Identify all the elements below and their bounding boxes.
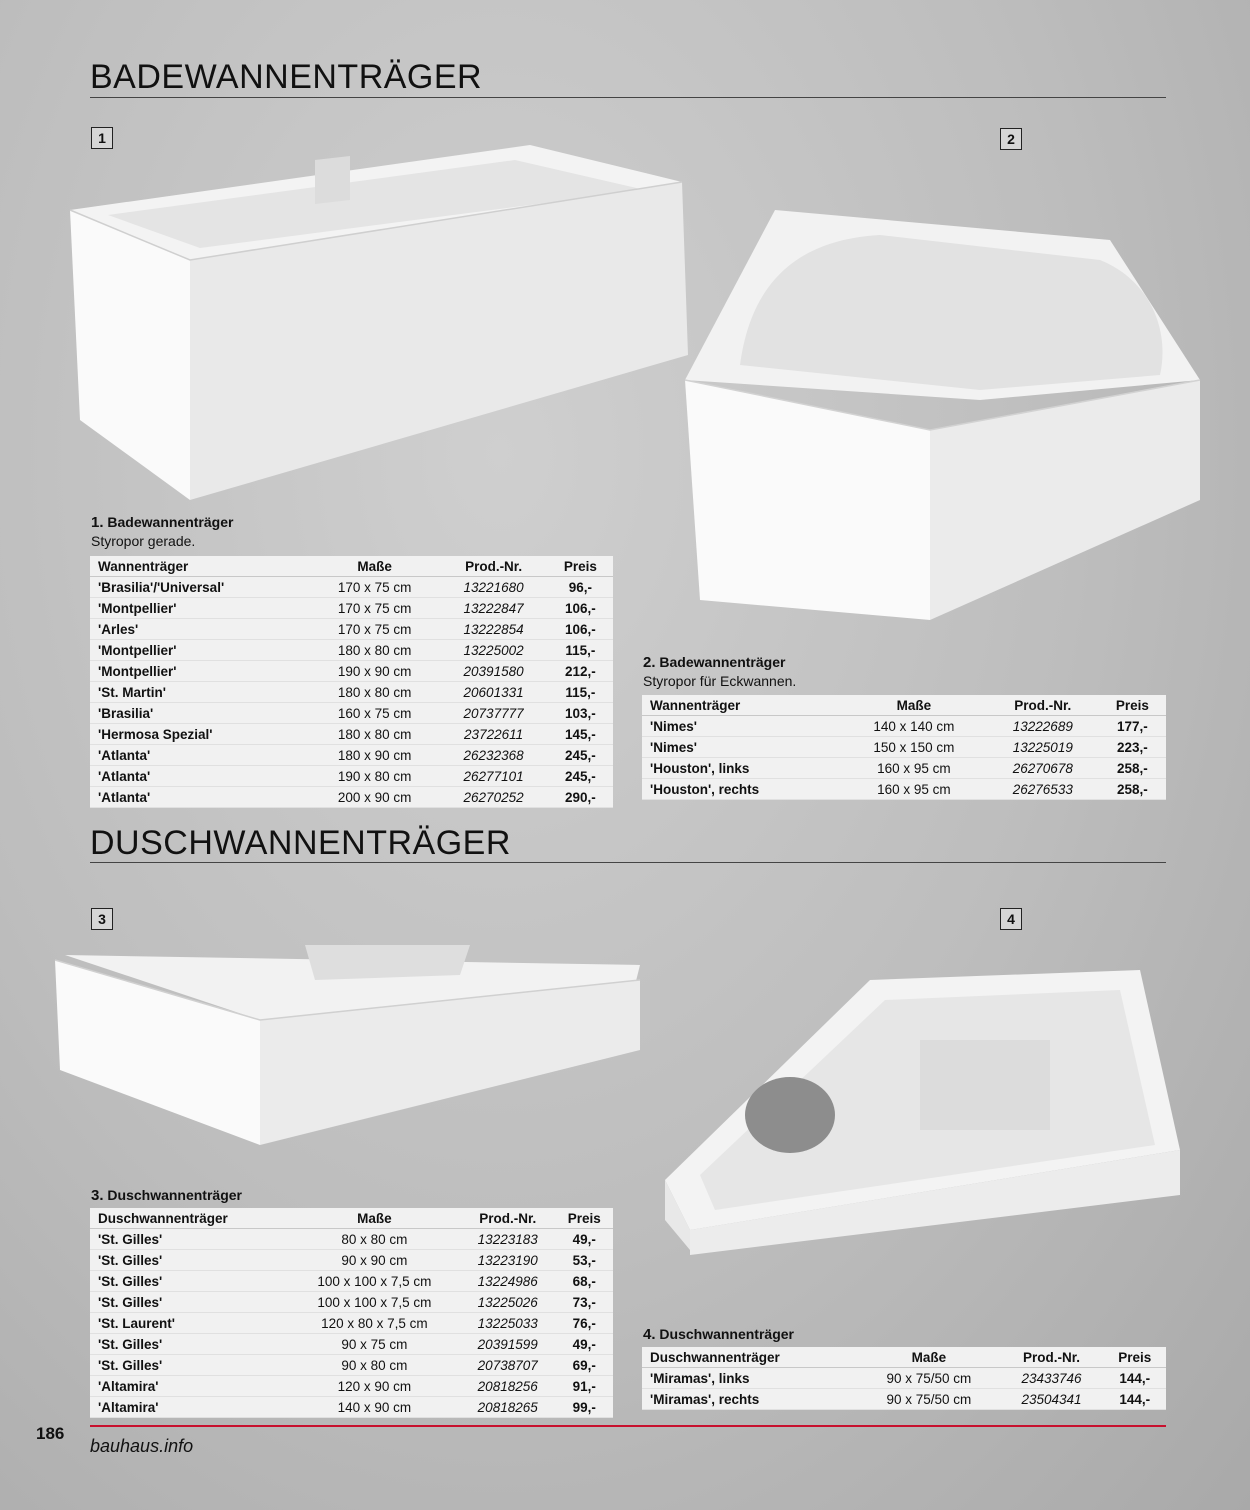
column-header: Prod.-Nr.	[460, 1208, 555, 1229]
column-header: Preis	[548, 556, 613, 577]
product-1-spec-table	[90, 556, 613, 808]
product-number-cell: 26276533	[987, 779, 1099, 800]
table-row	[642, 758, 1166, 779]
dimensions-cell: 150 x 150 cm	[841, 737, 987, 758]
price-cell: 145,-	[548, 724, 613, 745]
product-number-cell: 20737777	[439, 703, 547, 724]
price-cell: 49,-	[555, 1229, 613, 1250]
price-cell: 99,-	[555, 1397, 613, 1418]
price-cell: 223,-	[1099, 737, 1166, 758]
section-title-bathtub-supports: BADEWANNENTRÄGER	[90, 58, 483, 96]
table-row	[90, 766, 613, 787]
product-number-cell: 13223190	[460, 1250, 555, 1271]
product-model-cell: 'Nimes'	[642, 737, 841, 758]
dimensions-cell: 90 x 75/50 cm	[858, 1389, 999, 1410]
table-row	[90, 724, 613, 745]
product-model-cell: 'Atlanta'	[90, 745, 310, 766]
product-model-cell: 'St. Martin'	[90, 682, 310, 703]
product-number-cell: 13225026	[460, 1292, 555, 1313]
product-number-cell: 13222854	[439, 619, 547, 640]
table-row	[90, 1271, 613, 1292]
dimensions-cell: 200 x 90 cm	[310, 787, 440, 808]
table-row	[90, 598, 613, 619]
product-2-spec-table	[642, 695, 1166, 800]
column-header: Prod.-Nr.	[1000, 1347, 1104, 1368]
dimensions-cell: 140 x 140 cm	[841, 716, 987, 737]
product-description: Styropor für Eckwannen.	[643, 673, 797, 689]
product-model-cell: 'Montpellier'	[90, 661, 310, 682]
table-row	[90, 1355, 613, 1376]
product-model-cell: 'Hermosa Spezial'	[90, 724, 310, 745]
dimensions-cell: 170 x 75 cm	[310, 577, 440, 598]
product-number-cell: 13225033	[460, 1313, 555, 1334]
table-row	[642, 1368, 1166, 1389]
dimensions-cell: 170 x 75 cm	[310, 598, 440, 619]
column-header: Duschwannenträger	[642, 1347, 858, 1368]
table-row	[90, 1334, 613, 1355]
price-cell: 115,-	[548, 640, 613, 661]
price-cell: 245,-	[548, 766, 613, 787]
page-number: 186	[36, 1424, 65, 1443]
product-model-cell: 'St. Gilles'	[90, 1250, 289, 1271]
table-row	[642, 737, 1166, 758]
bathtub-support-straight-image	[60, 140, 700, 510]
product-number-cell: 20391580	[439, 661, 547, 682]
product-name: Badewannenträger	[107, 514, 234, 530]
product-number-cell: 20391599	[460, 1334, 555, 1355]
price-cell: 212,-	[548, 661, 613, 682]
table-header-row	[642, 695, 1166, 716]
product-name: Duschwannenträger	[659, 1326, 794, 1342]
section-title-shower-supports: DUSCHWANNENTRÄGER	[90, 824, 511, 862]
price-cell: 258,-	[1099, 758, 1166, 779]
table-row	[90, 1313, 613, 1334]
product-number-cell: 26232368	[439, 745, 547, 766]
product-number-cell: 26270252	[439, 787, 547, 808]
table-row	[90, 661, 613, 682]
product-model-cell: 'Atlanta'	[90, 787, 310, 808]
dimensions-cell: 100 x 100 x 7,5 cm	[289, 1292, 460, 1313]
shower-tray-support-cutout-image	[660, 950, 1200, 1260]
product-number-cell: 20601331	[439, 682, 547, 703]
dimensions-cell: 190 x 90 cm	[310, 661, 440, 682]
dimensions-cell: 180 x 80 cm	[310, 640, 440, 661]
table-row	[90, 1376, 613, 1397]
dimensions-cell: 90 x 75 cm	[289, 1334, 460, 1355]
section-rule	[90, 862, 1166, 863]
product-number-cell: 20738707	[460, 1355, 555, 1376]
column-header: Preis	[555, 1208, 613, 1229]
dimensions-cell: 80 x 80 cm	[289, 1229, 460, 1250]
product-number-box-3: 3	[91, 908, 113, 930]
table-row	[90, 745, 613, 766]
price-cell: 73,-	[555, 1292, 613, 1313]
product-model-cell: 'Arles'	[90, 619, 310, 640]
table-row	[642, 1389, 1166, 1410]
table-row	[642, 779, 1166, 800]
price-cell: 53,-	[555, 1250, 613, 1271]
product-model-cell: 'Montpellier'	[90, 598, 310, 619]
price-cell: 144,-	[1103, 1389, 1166, 1410]
column-header: Prod.-Nr.	[987, 695, 1099, 716]
product-2-header	[643, 653, 796, 690]
price-cell: 144,-	[1103, 1368, 1166, 1389]
product-number-box-2: 2	[1000, 128, 1022, 150]
dimensions-cell: 180 x 90 cm	[310, 745, 440, 766]
table-row	[90, 1292, 613, 1313]
footer-rule	[90, 1425, 1166, 1427]
product-3-header	[91, 1186, 242, 1205]
column-header: Duschwannenträger	[90, 1208, 289, 1229]
product-number-cell: 13222847	[439, 598, 547, 619]
product-4-spec-table	[642, 1347, 1166, 1410]
product-model-cell: 'Altamira'	[90, 1376, 289, 1397]
shower-tray-support-image	[50, 920, 650, 1150]
product-model-cell: 'Montpellier'	[90, 640, 310, 661]
dimensions-cell: 90 x 75/50 cm	[858, 1368, 999, 1389]
table-header-row	[90, 556, 613, 577]
table-header-row	[642, 1347, 1166, 1368]
dimensions-cell: 170 x 75 cm	[310, 619, 440, 640]
price-cell: 69,-	[555, 1355, 613, 1376]
table-row	[90, 1250, 613, 1271]
dimensions-cell: 180 x 80 cm	[310, 682, 440, 703]
product-number-cell: 13221680	[439, 577, 547, 598]
product-model-cell: 'St. Gilles'	[90, 1334, 289, 1355]
bathtub-support-corner-image	[680, 200, 1240, 640]
table-row	[90, 1229, 613, 1250]
dimensions-cell: 160 x 75 cm	[310, 703, 440, 724]
column-header: Prod.-Nr.	[439, 556, 547, 577]
product-name: Duschwannenträger	[107, 1187, 242, 1203]
product-model-cell: 'Brasilia'	[90, 703, 310, 724]
price-cell: 115,-	[548, 682, 613, 703]
product-number-cell: 13224986	[460, 1271, 555, 1292]
column-header: Maße	[841, 695, 987, 716]
dimensions-cell: 90 x 80 cm	[289, 1355, 460, 1376]
price-cell: 290,-	[548, 787, 613, 808]
column-header: Maße	[858, 1347, 999, 1368]
price-cell: 106,-	[548, 598, 613, 619]
product-name: Badewannenträger	[659, 654, 786, 670]
site-link[interactable]: bauhaus.info	[90, 1436, 194, 1456]
price-cell: 91,-	[555, 1376, 613, 1397]
table-row	[90, 682, 613, 703]
product-number-cell: 13222689	[987, 716, 1099, 737]
price-cell: 103,-	[548, 703, 613, 724]
product-number: 4.	[643, 1326, 656, 1343]
table-row	[90, 577, 613, 598]
dimensions-cell: 100 x 100 x 7,5 cm	[289, 1271, 460, 1292]
price-cell: 177,-	[1099, 716, 1166, 737]
table-row	[90, 619, 613, 640]
product-number-cell: 13225019	[987, 737, 1099, 758]
product-number-cell: 13223183	[460, 1229, 555, 1250]
column-header: Maße	[289, 1208, 460, 1229]
product-model-cell: 'Atlanta'	[90, 766, 310, 787]
product-number-cell: 26277101	[439, 766, 547, 787]
section-rule	[90, 97, 1166, 98]
column-header: Preis	[1103, 1347, 1166, 1368]
table-row	[90, 703, 613, 724]
product-model-cell: 'Brasilia'/'Universal'	[90, 577, 310, 598]
price-cell: 245,-	[548, 745, 613, 766]
product-number-cell: 20818265	[460, 1397, 555, 1418]
product-model-cell: 'Houston', links	[642, 758, 841, 779]
product-model-cell: 'Miramas', links	[642, 1368, 858, 1389]
product-number: 3.	[91, 1187, 104, 1204]
table-row	[90, 640, 613, 661]
price-cell: 106,-	[548, 619, 613, 640]
product-number: 1.	[91, 514, 104, 531]
dimensions-cell: 160 x 95 cm	[841, 758, 987, 779]
product-number-cell: 23504341	[1000, 1389, 1104, 1410]
dimensions-cell: 190 x 80 cm	[310, 766, 440, 787]
column-header: Wannenträger	[90, 556, 310, 577]
dimensions-cell: 140 x 90 cm	[289, 1397, 460, 1418]
product-model-cell: 'St. Gilles'	[90, 1292, 289, 1313]
product-4-header	[643, 1325, 794, 1344]
product-model-cell: 'St. Laurent'	[90, 1313, 289, 1334]
product-model-cell: 'St. Gilles'	[90, 1229, 289, 1250]
column-header: Wannenträger	[642, 695, 841, 716]
product-number-cell: 26270678	[987, 758, 1099, 779]
product-model-cell: 'St. Gilles'	[90, 1271, 289, 1292]
product-model-cell: 'Nimes'	[642, 716, 841, 737]
product-number-box-1: 1	[91, 127, 113, 149]
dimensions-cell: 90 x 90 cm	[289, 1250, 460, 1271]
table-row	[642, 716, 1166, 737]
product-description: Styropor gerade.	[91, 533, 196, 549]
product-model-cell: 'St. Gilles'	[90, 1355, 289, 1376]
price-cell: 96,-	[548, 577, 613, 598]
column-header: Preis	[1099, 695, 1166, 716]
price-cell: 68,-	[555, 1271, 613, 1292]
product-number-cell: 20818256	[460, 1376, 555, 1397]
product-model-cell: 'Houston', rechts	[642, 779, 841, 800]
dimensions-cell: 120 x 80 x 7,5 cm	[289, 1313, 460, 1334]
table-row	[90, 1397, 613, 1418]
product-number-cell: 13225002	[439, 640, 547, 661]
product-number: 2.	[643, 654, 656, 671]
dimensions-cell: 160 x 95 cm	[841, 779, 987, 800]
column-header: Maße	[310, 556, 440, 577]
product-number-cell: 23722611	[439, 724, 547, 745]
price-cell: 49,-	[555, 1334, 613, 1355]
product-model-cell: 'Miramas', rechts	[642, 1389, 858, 1410]
price-cell: 258,-	[1099, 779, 1166, 800]
product-3-spec-table	[90, 1208, 613, 1418]
table-header-row	[90, 1208, 613, 1229]
product-model-cell: 'Altamira'	[90, 1397, 289, 1418]
dimensions-cell: 180 x 80 cm	[310, 724, 440, 745]
table-row	[90, 787, 613, 808]
dimensions-cell: 120 x 90 cm	[289, 1376, 460, 1397]
product-1-header	[91, 513, 233, 550]
price-cell: 76,-	[555, 1313, 613, 1334]
product-number-cell: 23433746	[1000, 1368, 1104, 1389]
product-number-box-4: 4	[1000, 908, 1022, 930]
